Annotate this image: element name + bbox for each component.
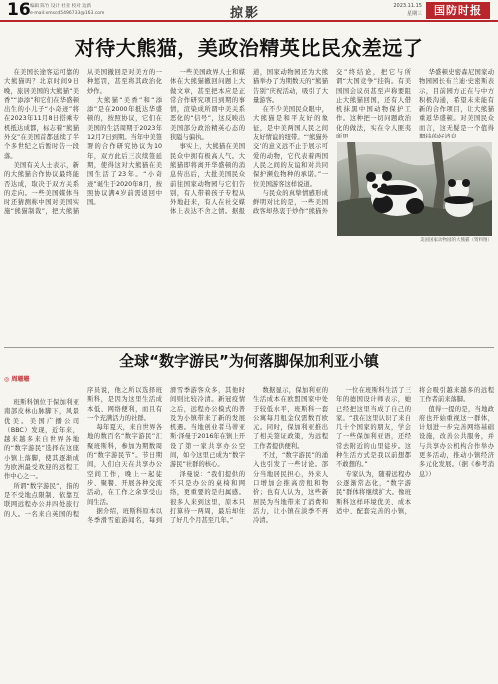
article-paragraph: 专家认为，随着远程办公逐渐常态化，“数字游民”群体将继续扩大。像班斯科这样环境优美、成本适中、配套完善的小镇，将会吸引越来越多的远程工作者前来落脚。 [336, 387, 494, 515]
headline-secondary: 全球“数字游民”为何落脚保加利亚小镇 [119, 352, 379, 370]
editor-email: e-mail:xmscd5496733@163.com [30, 11, 105, 16]
article-paragraph: 与民众的真挚情感形成鲜明对比的是，一些美国政客却热衷于炒作“熊猫外交”终结论，把它与所谓“大国竞争”挂钩。有美国国会议员甚至声称要阻止大熊猫回国，还有人借机抹黑中国动物保护工作。这种把一切问题政治化的做法，实在令人匪夷 [253, 69, 411, 216]
panda-photo [337, 142, 492, 236]
editor-credits: 编辑 陈竹 设计 杜亚 校对 边新 [30, 4, 92, 9]
article-paragraph: 每年夏天，来自世界各地的数百名“数字游民”汇聚班斯科，参加为期数周的“数字游民节”。节日期间，人们白天在共享办公空间工作，晚上一起徒步、聚餐、开展各种交流活动，在工作之余享受山间生活。 [87, 424, 162, 506]
headline-main: 对待大熊猫，美政治精英比民众差远了 [74, 36, 424, 60]
article-paragraph: 美国有关人士表示，新的大熊猫合作协议最终能否达成，取决于双方关系的走向。一些美国媒体当时还猜测称中国对美国实施“熊猫制裁”，把大熊猫从美国撤回是对美方的一种惩罚，甚至将其政治化炒作。 [4, 69, 162, 216]
weekday-text: 星期三 [406, 10, 422, 17]
page-number: 16 [7, 0, 31, 20]
photo-caption: 美国国家动物园的大熊猫（资料图） [420, 238, 492, 243]
article-paragraph: 在不少美国民众眼中，大熊猫是和平友好的象征，是中美两国人民之间友好情谊的纽带。“‘熊猫外交’的意义远不止于展示可爱的动物，它代表着两国人民之间的友谊和对共同保护濒危物种的承诺。”一位美国游客这样说道。 [253, 106, 328, 188]
article-paragraph: 在美国长途客运可靠的大熊猫吗？北京时间9日晚，旅居美国的大熊猫“美香”“添添”和它们在华盛顿出生的小儿子“小奇迹”将在2023年11月8日搭乘专机抵达成都，标志着“熊猫外交”在美国首都延续了半个多世纪之后暂时告一段落。 [4, 69, 79, 160]
article-paragraph: 值得一提的是，当地政府也开始重视这一群体，计划进一步完善网络基础设施，改善公共服务，并与共享办公机构合作举办更多活动，推动小镇经济多元化发展。（据《参考消息》） [419, 405, 494, 478]
article-paragraph: 一些美国政界人士和媒体在大熊猫撤回问题上大做文章，甚至把本应是正常合作研究项目到期的事情，渲染成所谓中美关系恶化的“信号”，这反映出美国部分政治精英心态的狭隘与偏执。 [170, 69, 245, 142]
article-paragraph: 班斯科镇位于保加利亚南部皮林山脉脚下，风景优美。美国广播公司（BBC）发现，近年来，越来越多来自世界各地的“数字游民”选择在这座小镇上落脚，使其逐渐成为欧洲最受欢迎的远程工作中心之一。 [4, 399, 79, 481]
column-name: 掠影 [230, 6, 261, 21]
issue-date [362, 3, 422, 18]
article-paragraph: 泽曼说：“我们提供的不只是办公的桌椅和网络，更重要的是归属感。很多人来到这里，原本只打算待一两周，最后却住了好几个月甚至几年。” [170, 470, 245, 525]
article-paragraph: 数据显示，保加利亚的生活成本在欧盟国家中处于较低水平，班斯科一套公寓每月租金仅需数百欧元。同时，保加利亚推出了相关签证政策，为远程工作者提供便利。 [253, 387, 328, 450]
article-paragraph: 一位在班斯科生活了三年的德国设计师表示，她已经把这里当成了自己的家。“我在这里认识了来自几十个国家的朋友，学会了一些保加利亚语，还经常去附近的山里徒步。这种生活方式是我以前想都不敢想的。” [336, 387, 411, 469]
date-text: 2023.11.15 [393, 3, 422, 9]
byline-spacer [4, 386, 79, 398]
page-header [0, 0, 498, 22]
article-paragraph: 所谓“数字游民”，指的是不受地点限制、依靠互联网远程办公并四处旅行的人。一名来自英国的程序员说，他之所以选择班斯科，是因为这里生活成本低、网络便利，而且有一个充满活力的社群。 [4, 387, 162, 518]
article-paragraph: 据介绍，班斯科原本以冬季滑雪旅游闻名，每到滑雪季游客众多，其他时间则比较冷清。新冠疫情之后，远程办公模式的普及为小镇带来了新的发展机遇。当地创业者马蒂亚斯·泽曼于2016年在镇上开设了第一家共享办公空间，如今这里已成为“数字游民”社群的核心。 [87, 387, 245, 525]
section-divider [4, 347, 494, 348]
editor-meta [30, 3, 104, 17]
article-body-nomads [4, 386, 494, 680]
article-paragraph: 不过，“数字游民”的涌入也引发了一些讨论。部分当地居民担心，外来人口增加会推高房租和物价；也有人认为，这些新居民为当地带来了消费和活力，让小镇在淡季不再冷清。 [253, 452, 328, 525]
panda-illustration [337, 142, 492, 236]
newspaper-logo: 国防时报 [426, 2, 490, 19]
article-paragraph: 华盛顿史密森尼国家动物园园长布兰迪·史密斯表示，目前园方正在与中方积极沟通，希望未来能有新的合作项目，让大熊猫重返华盛顿。对美国民众而言，这无疑是一个值得 [419, 69, 494, 132]
article-paragraph: 大熊猫“美香”和“添添”是在2000年抵达华盛顿的，按照协议，它们在美国的生活周期于2023年12月7日到期。当年中美签署的合作研究协议为10年，双方此后三次续签延期，使得这对大熊猫在美国生活了23年。“小奇迹”诞生于2020年8月，按照协议满4岁前需返回中国。 [87, 96, 162, 207]
article-paragraph: 事实上，大熊猫在美国民众中拥有极高人气。大熊猫即将离开华盛顿的消息传出后，大批美国民众前往国家动物园与它们告别，有人带着孩子专程从外地赶来，有人在社交媒体上表达不舍之情。据报道，国家动物园还为大熊猫举办了为期数天的“熊猫告别”庆祝活动，吸引了大量游客。 [170, 69, 328, 216]
author-byline: ◎ 周珊珊 [4, 376, 30, 383]
